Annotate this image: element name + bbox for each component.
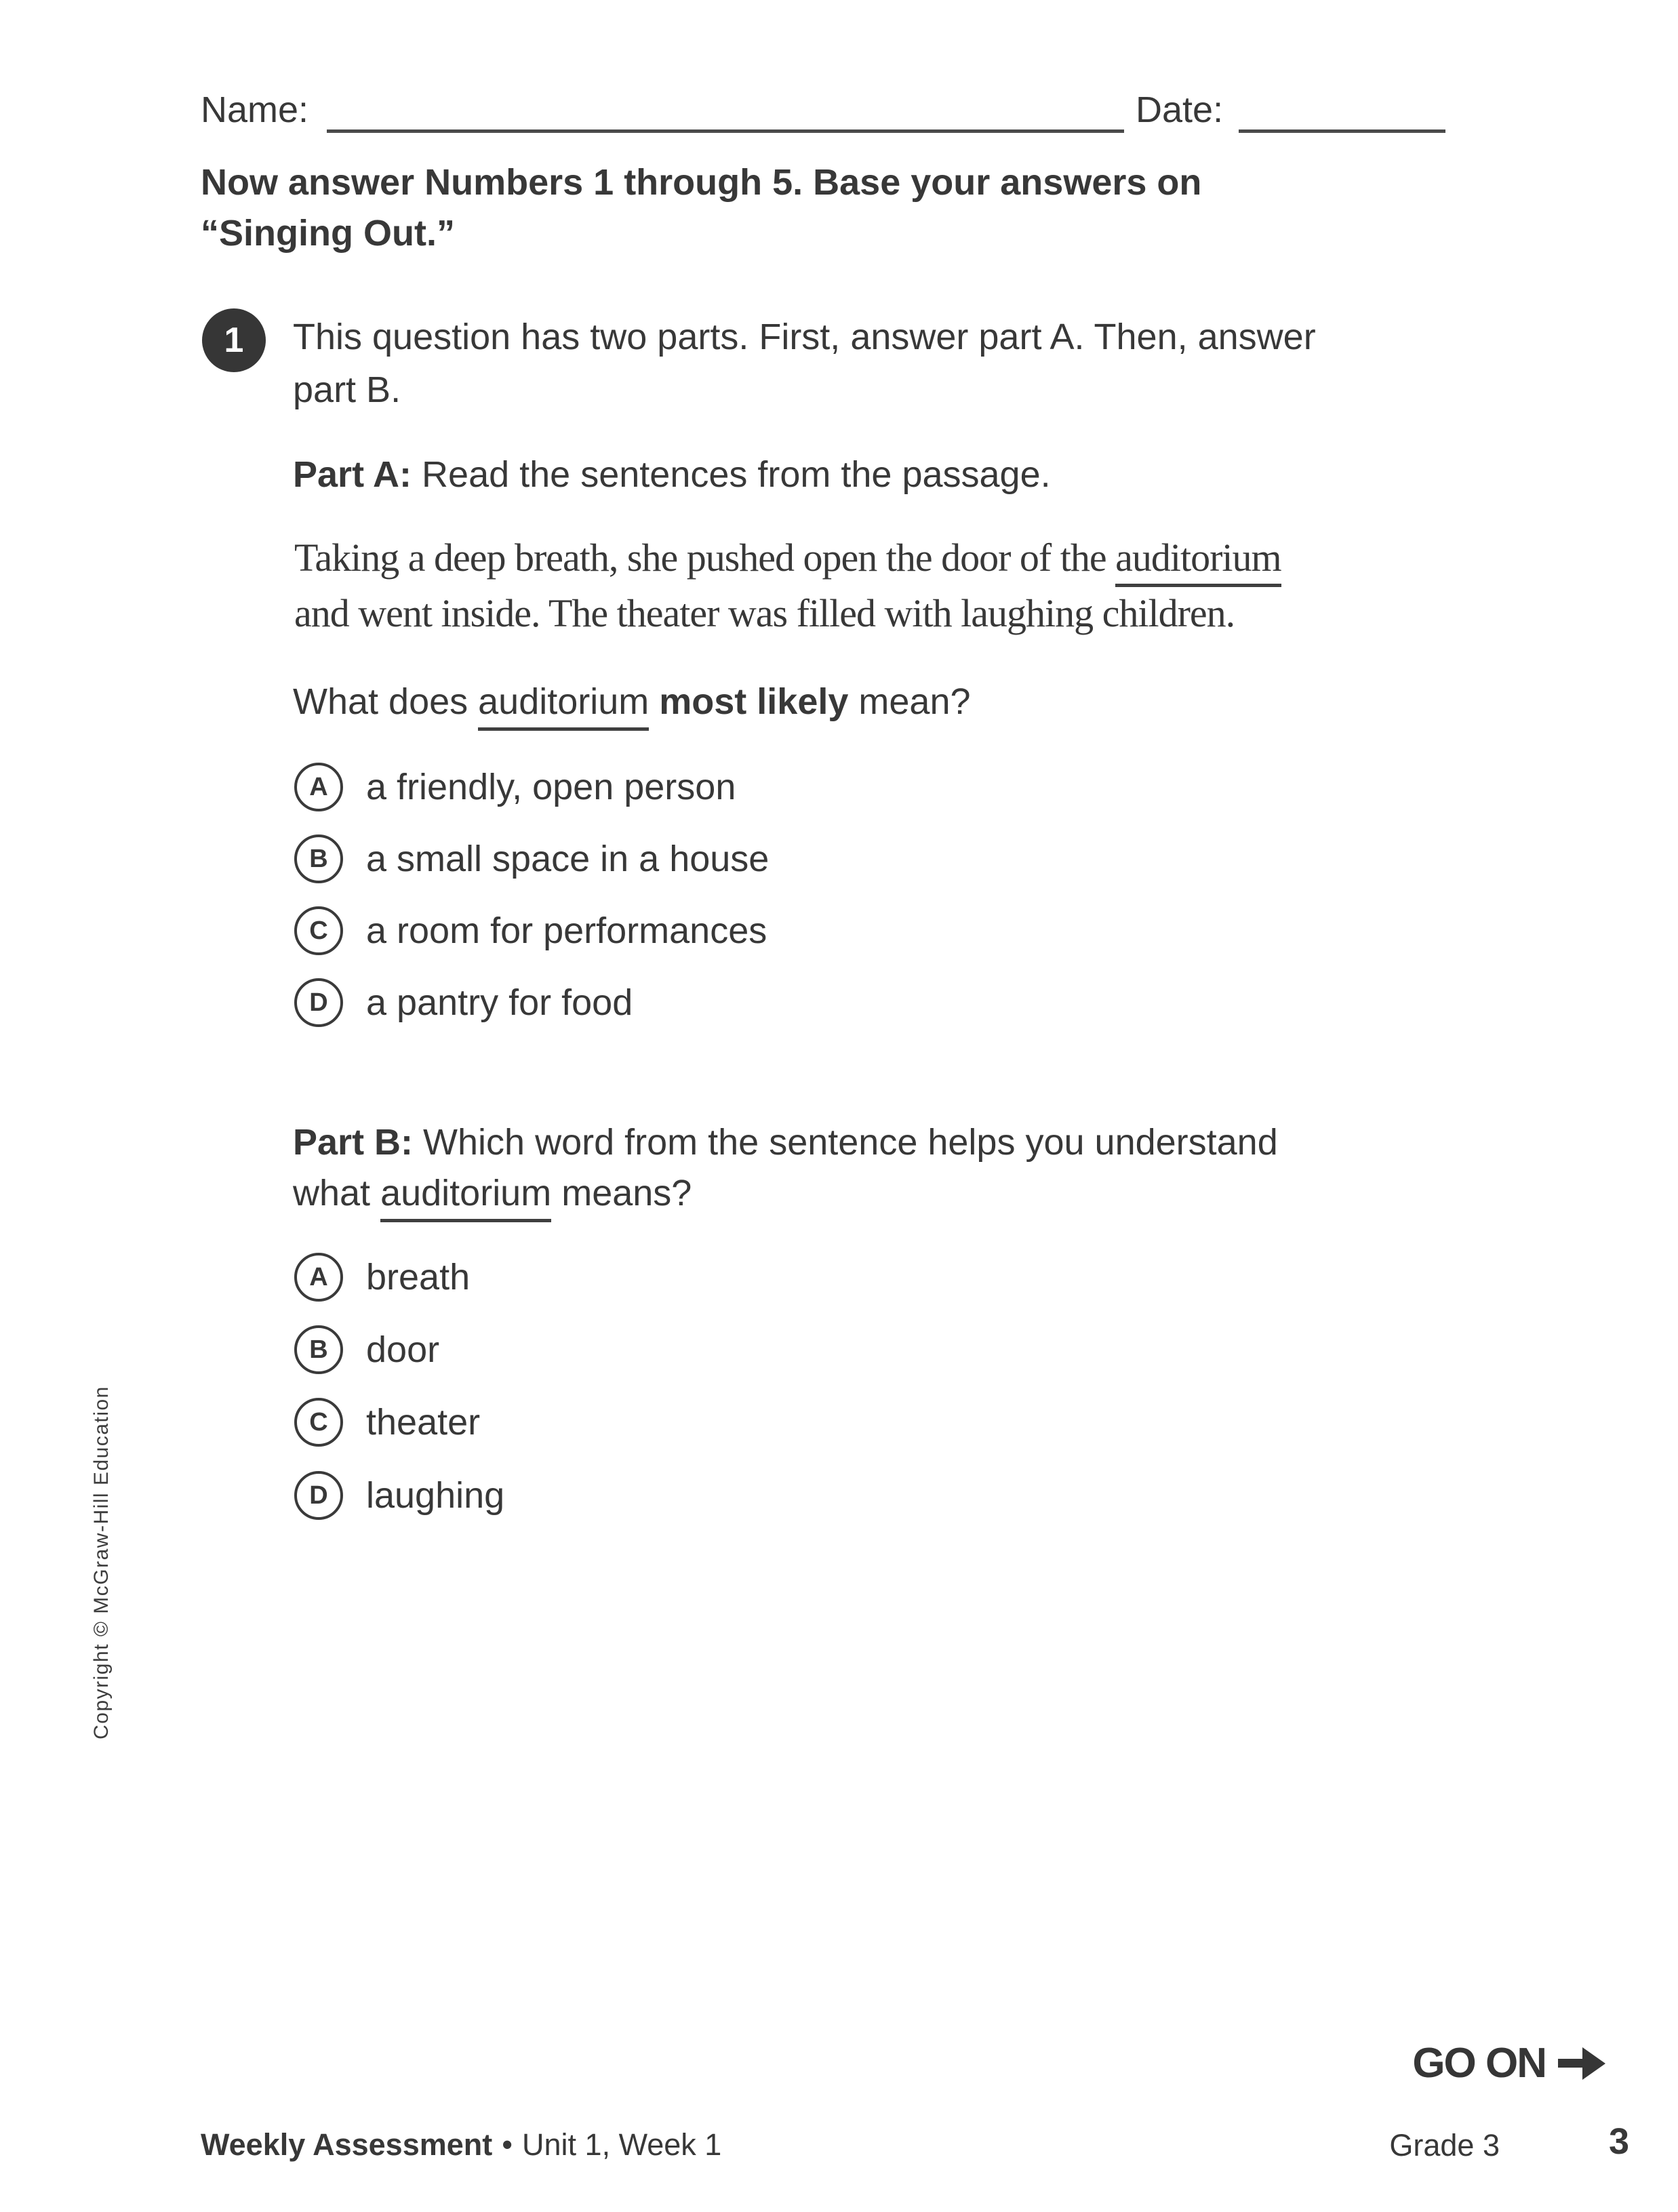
option-text: a small space in a house — [366, 839, 770, 879]
passage-line-2: and went inside. The theater was filled with laughing children. — [294, 591, 1235, 635]
part-b-option-c[interactable] — [294, 1398, 480, 1447]
name-label: Name: — [201, 89, 309, 130]
stem-bold: most likely — [649, 681, 849, 722]
page-number: 3 — [1608, 2121, 1629, 2162]
copyright-text: Copyright © McGraw-Hill Education — [90, 1386, 113, 1740]
part-a-stem — [293, 681, 971, 722]
passage-underlined-word: auditorium — [1115, 536, 1281, 587]
part-a-option-b[interactable] — [294, 834, 769, 883]
part-b-prompt-post: means? — [551, 1173, 692, 1213]
option-text: breath — [366, 1257, 471, 1298]
option-letter: A — [309, 772, 328, 801]
go-on-indicator — [1412, 2039, 1605, 2087]
option-text: a room for performances — [366, 910, 767, 951]
footer-grade: Grade 3 — [1389, 2128, 1500, 2163]
footer-unit-week: Unit 1, Week 1 — [522, 2127, 722, 2162]
part-a-label: Part A: — [293, 454, 412, 495]
option-letter: B — [309, 1335, 328, 1364]
option-text: door — [366, 1329, 440, 1370]
footer-left — [201, 2128, 721, 2162]
option-bubble-c[interactable] — [294, 1398, 343, 1447]
part-a-prompt: Read the sentences from the passage. — [422, 454, 1051, 495]
question-number-badge — [202, 308, 266, 372]
option-letter: D — [309, 988, 328, 1017]
option-text: laughing — [366, 1475, 505, 1516]
part-b-option-a[interactable] — [294, 1253, 470, 1302]
stem-post: mean? — [848, 681, 971, 722]
option-letter: C — [309, 1407, 328, 1436]
footer-title: Weekly Assessment — [201, 2127, 493, 2162]
part-b-underlined-word: auditorium — [380, 1173, 551, 1222]
passage-line-1 — [294, 536, 1281, 580]
passage-line-1-text: Taking a deep breath, she pushed open the door of the — [294, 536, 1116, 580]
option-letter: B — [309, 844, 328, 873]
part-b-prompt-line-1: Which word from the sentence helps you understand — [423, 1122, 1278, 1163]
option-letter: D — [309, 1481, 328, 1510]
part-a-option-a[interactable] — [294, 763, 736, 811]
option-text: a pantry for food — [366, 982, 633, 1023]
part-b-option-b[interactable] — [294, 1325, 439, 1374]
option-bubble-d[interactable] — [294, 978, 343, 1027]
part-b-prompt-pre: what — [293, 1173, 381, 1213]
part-a-option-d[interactable] — [294, 978, 633, 1027]
option-bubble-c[interactable] — [294, 906, 343, 955]
name-blank-line[interactable] — [327, 129, 1124, 133]
question-number: 1 — [224, 321, 244, 360]
part-b-heading — [293, 1122, 1278, 1163]
intro-line-1: Now answer Numbers 1 through 5. Base your answers on — [201, 162, 1202, 203]
option-bubble-d[interactable] — [294, 1471, 343, 1520]
option-letter: A — [309, 1262, 328, 1291]
footer-separator: • — [502, 2127, 513, 2162]
option-text: theater — [366, 1402, 481, 1443]
part-b-option-d[interactable] — [294, 1471, 504, 1520]
option-bubble-a[interactable] — [294, 763, 343, 811]
option-bubble-b[interactable] — [294, 834, 343, 883]
part-a-heading — [293, 454, 1051, 495]
date-label: Date: — [1136, 89, 1224, 130]
question-text-line-2: part B. — [293, 369, 401, 410]
go-on-label: GO ON — [1412, 2040, 1546, 2087]
option-letter: C — [309, 916, 328, 945]
intro-line-2: “Singing Out.” — [201, 213, 455, 254]
part-a-option-c[interactable] — [294, 906, 767, 955]
question-text-line-1: This question has two parts. First, answer part A. Then, answer — [293, 317, 1316, 357]
part-b-label: Part B: — [293, 1122, 414, 1163]
stem-pre: What does — [293, 681, 479, 722]
stem-underlined-word: auditorium — [478, 681, 649, 731]
part-b-prompt-line-2 — [293, 1173, 692, 1213]
option-bubble-a[interactable] — [294, 1253, 343, 1302]
option-text: a friendly, open person — [366, 767, 736, 807]
go-on-arrow-icon — [1558, 2047, 1605, 2080]
option-bubble-b[interactable] — [294, 1325, 343, 1374]
date-blank-line[interactable] — [1239, 129, 1445, 133]
